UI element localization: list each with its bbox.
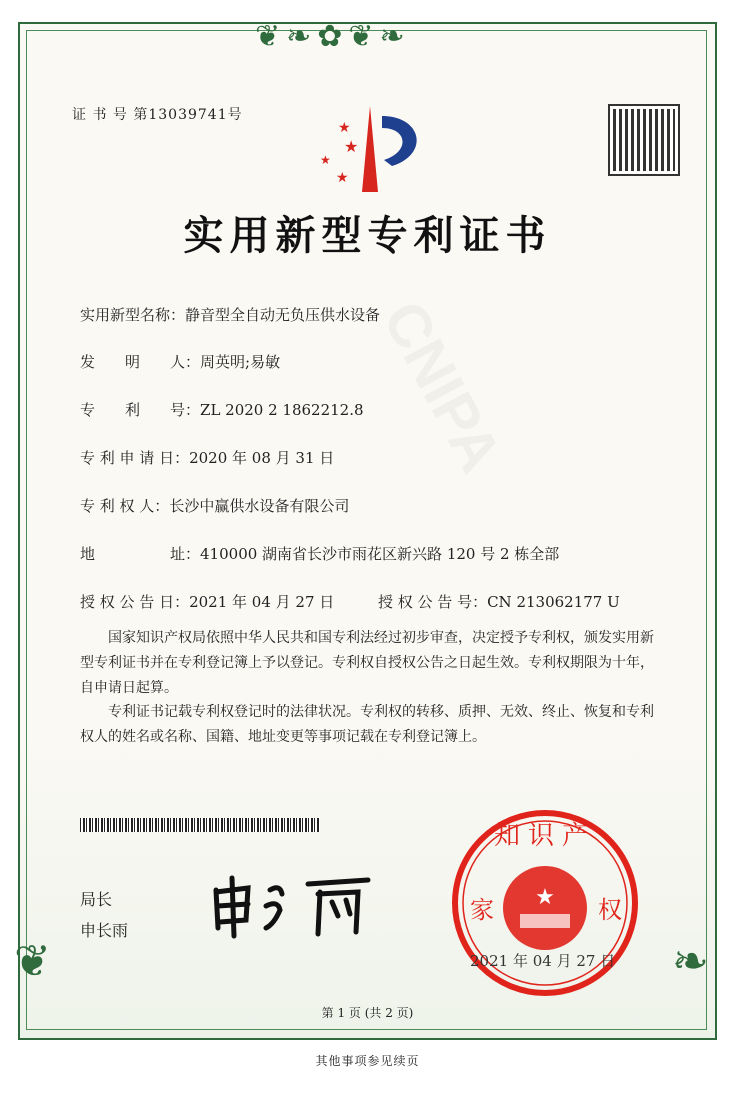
svg-text:★: ★ <box>344 137 359 156</box>
field-value: 长沙中赢供水设备有限公司 <box>169 497 350 515</box>
cnipa-logo <box>312 104 432 196</box>
director-name: 申长雨 <box>80 921 129 940</box>
field-announcement-date <box>80 591 334 612</box>
paragraph-grant: 国家知识产权局依照中华人民共和国专利法经过初步审查，决定授予专利权，颁发实用新型专利证书并在专利登记簿上予以登记。专利权自授权公告之日起生效。专利权期限为十年，自申请日起算。 <box>80 630 654 696</box>
field-label: 授 权 公 告 号： <box>378 593 488 611</box>
svg-text:★: ★ <box>336 170 349 186</box>
qr-code <box>610 106 678 174</box>
svg-text:知识产: 知识产 <box>493 821 597 851</box>
field-label: 发 明 人： <box>80 353 201 371</box>
field-announcement-number <box>378 591 620 612</box>
certificate-number: 证 书 号 第13039741号 <box>72 107 243 123</box>
field-value: CN 213062177 U <box>487 593 620 611</box>
field-value: ZL 2020 2 1862212.8 <box>200 401 364 419</box>
field-inventor <box>80 351 280 372</box>
field-value: 静音型全自动无负压供水设备 <box>185 306 381 324</box>
svg-text:★: ★ <box>535 885 555 910</box>
field-value: 2020 年 08 月 31 日 <box>189 449 335 467</box>
top-ornament-icon: ❦❧✿❦❧ <box>255 19 411 54</box>
field-patent-number <box>80 399 364 420</box>
footer-note: 其他事项参见续页 <box>315 1054 420 1068</box>
corner-ornament-right-icon: ❧ <box>672 936 709 987</box>
svg-text:★: ★ <box>338 120 351 136</box>
field-value: 2021 年 04 月 27 日 <box>189 593 335 611</box>
page-indicator: 第 1 页 (共 2 页) <box>321 1006 414 1020</box>
field-label: 授 权 公 告 日： <box>80 593 190 611</box>
director-title: 局长 <box>80 890 113 909</box>
field-label: 地 址： <box>80 545 201 563</box>
field-value: 周英明;易敏 <box>200 353 281 371</box>
field-utility-model-name <box>80 304 380 325</box>
field-address <box>80 543 559 564</box>
paragraph-legal-status: 专利证书记载专利权登记时的法律状况。专利权的转移、质押、无效、终止、恢复和专利权人的姓名或名称、国籍、地址变更等事项记载在专利登记簿上。 <box>80 704 654 745</box>
svg-text:★: ★ <box>320 153 331 167</box>
field-label: 专 利 权 人： <box>80 497 170 515</box>
seal-date: 2021 年 04 月 27 日 <box>470 952 616 970</box>
barcode <box>80 818 320 832</box>
field-patentee <box>80 495 349 516</box>
svg-text:权: 权 <box>598 896 622 924</box>
svg-text:家: 家 <box>470 896 494 924</box>
field-application-date <box>80 447 334 468</box>
field-label: 专 利 申 请 日： <box>80 449 190 467</box>
field-value: 410000 湖南省长沙市雨花区新兴路 120 号 2 栋全部 <box>200 545 560 563</box>
certificate-title: 实用新型专利证书 <box>183 212 552 259</box>
field-label: 实用新型名称： <box>80 306 186 324</box>
director-signature <box>208 870 383 940</box>
field-label: 专 利 号： <box>80 401 201 419</box>
corner-ornament-left-icon: ❦ <box>14 936 51 987</box>
